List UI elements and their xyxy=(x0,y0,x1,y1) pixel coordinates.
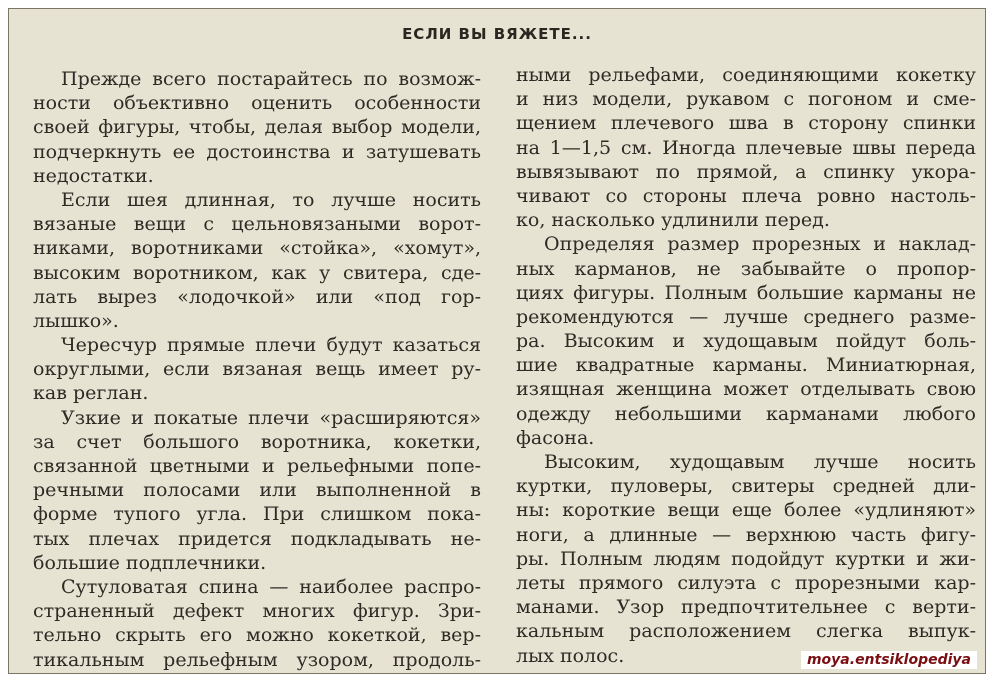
text-line: Чересчур прямые плечи будут казаться xyxy=(61,334,481,357)
text-line: ны: короткие вещи еще более «удлиняют» xyxy=(516,499,976,522)
text-line: связанной цветными и рельефными попе- xyxy=(33,455,481,477)
text-line: никами, воротниками «стойка», «хомут», xyxy=(33,237,481,260)
text-line: и низ модели, рукавом с погоном и сме- xyxy=(516,88,976,111)
text-line: форме тупого угла. При слишком пока- xyxy=(33,503,481,526)
text-line: страненный дефект многих фигур. Зри- xyxy=(33,600,481,623)
text-line: Прежде всего постарайтесь по возмож- xyxy=(61,68,481,90)
text-line: ра. Высоким и худощавым пойдут боль- xyxy=(516,330,976,353)
text-line: шие квадратные карманы. Миниатюрная, xyxy=(516,354,976,377)
text-line: Если шея длинная, то лучше носить xyxy=(61,188,481,211)
text-line: ными рельефами, соединяющими кокетку xyxy=(516,64,976,86)
text-line: кав реглан. xyxy=(33,382,149,405)
left-column xyxy=(33,67,481,672)
article-title: ЕСЛИ ВЫ ВЯЖЕТЕ... xyxy=(402,25,592,43)
text-line: ности объективно оценить особенности xyxy=(33,92,481,115)
text-line: тельно скрыть его можно кокеткой, вер- xyxy=(33,624,481,647)
text-line: лать вырез «лодочкой» или «под гор- xyxy=(33,285,481,308)
text-line: лышко». xyxy=(33,309,119,332)
text-line: на 1—1,5 см. Иногда плечевые швы переда xyxy=(516,136,976,159)
text-line: циях фигуры. Полным большие карманы не xyxy=(516,281,976,304)
text-line: леты прямого силуэта с прорезными кар- xyxy=(516,571,976,594)
text-line: вязаные вещи с цельновязаными ворот- xyxy=(33,213,481,236)
text-line: изящная женщина может отделывать свою xyxy=(516,378,976,401)
text-line: подчеркнуть ее достоинства и затушевать xyxy=(33,140,481,163)
text-line: одежду небольшими карманами любого xyxy=(516,402,976,425)
text-line: куртки, пуловеры, свитеры средней дли- xyxy=(516,475,976,498)
text-line: чивают со стороны плеча ровно настоль- xyxy=(516,184,976,207)
text-line: речными полосами или выполненной в xyxy=(33,479,481,502)
source-watermark: moya.entsiklopediya xyxy=(801,651,977,669)
text-line: большие подплечники. xyxy=(33,551,267,574)
text-line: своей фигуры, чтобы, делая выбор модели, xyxy=(33,116,481,139)
newspaper-clipping xyxy=(8,8,986,674)
text-line: недостатки. xyxy=(33,164,154,187)
text-line: рекомендуются — лучше среднего разме- xyxy=(516,305,976,328)
text-line: тикальным рельефным узором, продоль- xyxy=(33,648,481,671)
text-line: Сутуловатая спина — наиболее распро- xyxy=(61,575,481,598)
text-line: ноги, а длинные — верхнюю часть фигу- xyxy=(516,523,976,546)
text-line: Определяя размер прорезных и наклад- xyxy=(544,233,976,256)
text-line: фасона. xyxy=(516,426,595,449)
text-line: щением плечевого шва в сторону спинки xyxy=(516,112,976,135)
text-line: тых плечах придется подкладывать не- xyxy=(33,527,481,550)
text-line: ры. Полным людям подойдут куртки и жи- xyxy=(516,547,976,570)
text-line: ко, насколько удлинили перед. xyxy=(516,209,830,232)
text-line: лых полос. xyxy=(516,644,625,667)
text-line: Высоким, худощавым лучше носить xyxy=(544,451,976,473)
text-line: высоким воротником, как у свитера, сде- xyxy=(33,261,481,284)
right-column xyxy=(516,63,976,668)
text-line: за счет большого воротника, кокетки, xyxy=(33,430,481,453)
text-line: ных карманов, не забывайте о пропор- xyxy=(516,257,976,280)
text-line: кальным расположением слегка выпук- xyxy=(516,620,976,643)
text-line: вывязывают по прямой, а спинку укора- xyxy=(516,160,976,183)
text-line: округлыми, если вязаная вещь имеет ру- xyxy=(33,358,481,381)
text-line: манами. Узор предпочтительнее с верти- xyxy=(516,596,976,619)
text-line: Узкие и покатые плечи «расширяются» xyxy=(61,406,481,429)
